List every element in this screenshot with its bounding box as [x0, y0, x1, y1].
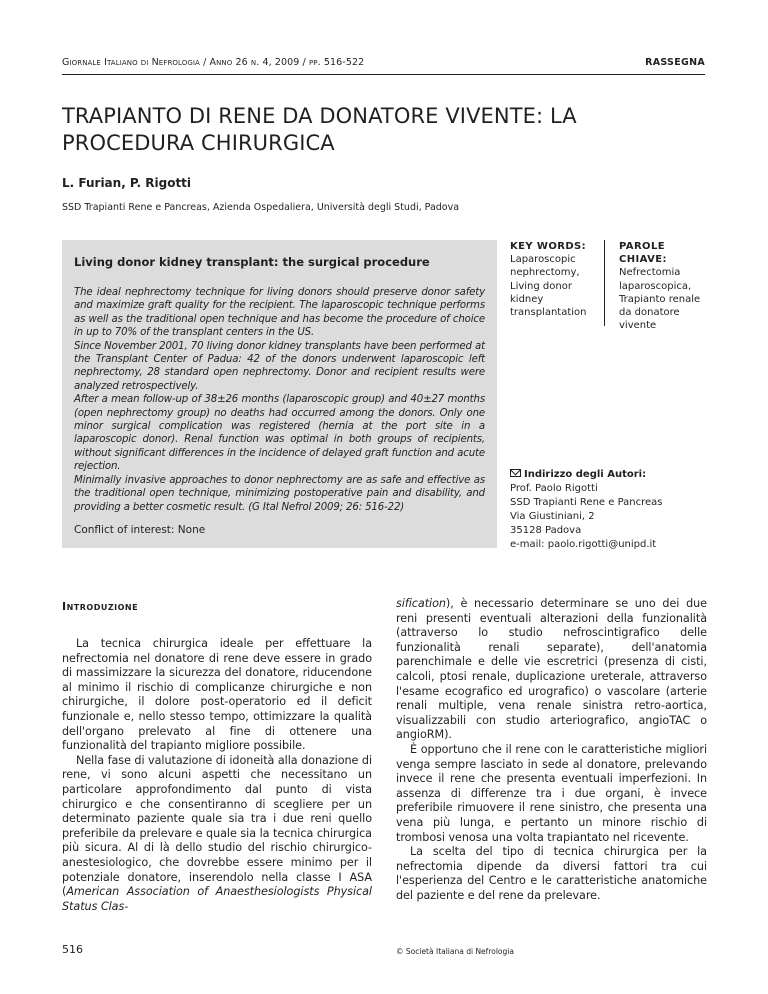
- keywords-it: [619, 240, 714, 332]
- email-link[interactable]: e-mail: paolo.rigotti@unipd.it: [510, 539, 657, 550]
- abstract-title: Living donor kidney transplant: the surgical procedure: [74, 255, 430, 269]
- abstract-paragraph: Since November 2001, 70 living donor kidney transplants have been performed at the Transplant Center of Padua: 42 of the donors underwent laparoscopic left nephrectomy, 28 standard open nephrectomy. Donor and recipient results were analyzed retrospectively.: [74, 340, 485, 392]
- body-italic: American Association of Anaesthesiologists Physical Status Clas-: [62, 885, 372, 913]
- page-number: 516: [62, 943, 83, 956]
- section-tag: RASSEGNA: [645, 57, 705, 68]
- keywords-it-heading: PAROLE CHIAVE:: [619, 241, 667, 266]
- body-paragraph: È opportuno che il rene con le caratteristiche migliori venga sempre lasciato in sede al donatore, prelevando invece il rene che presenta eventuali imperfezioni. In assenza di differenze tra i due organi, è invece preferibile rimuovere il rene sinistro, che presenta una vena più lunga, e pertanto un minore rischio di trombosi venosa una volta trapiantato nel ricevente.: [396, 742, 707, 844]
- address-line: SSD Trapianti Rene e Pancreas: [510, 497, 663, 508]
- affiliation: SSD Trapianti Rene e Pancreas, Azienda Ospedaliera, Università degli Studi, Padova: [62, 202, 460, 213]
- abstract-paragraph: Minimally invasive approaches to donor nephrectomy are as safe and effective as the traditional open technique, minimizing postoperative pain and disability, and providing a better cosmetic result. (G Ital Nefrol 2009; 26: 516-22): [74, 474, 485, 513]
- keywords-en-heading: KEY WORDS:: [510, 241, 587, 252]
- body-text: ), è necessario determinare se uno dei due reni presenti eventuali alterazioni della funzionalità (attraverso lo studio nefroscintigrafico delle funzionalità renali separate), dell'anatomia parenchimale e delle vie escretrici (presenza di cisti, calcoli, ptosi renale, duplicazione ureterale, attraverso l'esame ecografico ed urografico) o vascolare (arterie renali multiple, vena renale sinistra retro-aortica, visualizzabili con studio arteriografico, angioTAC o angioRM).: [396, 597, 707, 742]
- copyright: © Società Italiana di Nefrologia: [396, 947, 514, 956]
- body-paragraph: La tecnica chirurgica ideale per effettuare la nefrectomia nel donatore di rene deve essere in grado di massimizzare la sicurezza del donatore, riducendone al minimo il rischio di complicanze chirurgiche e non chirurgiche, il dolore post-operatorio ed il deficit funzionale e, nello stesso tempo, ottimizzare la qualità dell'organo prelevato al fine di ottenere una funzionalità del trapianto migliore possibile.: [62, 637, 372, 753]
- header-rule: [62, 74, 705, 75]
- body-paragraph: La scelta del tipo di tecnica chirurgica per la nefrectomia dipende da diversi fattori tra cui l'esperienza del Centro e le caratteristiche anatomiche del paziente e del rene da prelevare.: [396, 845, 707, 902]
- address-heading-row: [510, 468, 663, 482]
- body-paragraph: [396, 597, 707, 743]
- article-title: TRAPIANTO DI RENE DA DONATORE VIVENTE: LA PROCEDURA CHIRURGICA: [62, 104, 577, 155]
- body-column-left: [62, 637, 372, 914]
- running-head: Giornale Italiano di Nefrologia / Anno 26 n. 4, 2009 / pp. 516-522: [62, 57, 365, 68]
- abstract-paragraph: After a mean follow-up of 38±26 months (laparoscopic group) and 40±27 months (open nephrectomy group) no deaths had occurred among the donors. Only one minor surgical complication was registered (hernia at the port site in a laparoscopic donor). Renal function was optimal in both groups of recipients, without significant differences in the incidence of delayed graft function and acute rejection.: [74, 394, 485, 473]
- address-heading: Indirizzo degli Autori:: [524, 469, 647, 480]
- keywords-en: [510, 240, 605, 326]
- keywords-it-terms: Nefrectomia laparoscopica, Trapianto renale da donatore vivente: [619, 267, 701, 332]
- authors: L. Furian, P. Rigotti: [62, 176, 192, 190]
- abstract-body: [74, 286, 485, 514]
- section-heading-introduzione: Introduzione: [62, 600, 139, 613]
- conflict-of-interest: Conflict of interest: None: [74, 524, 206, 536]
- body-paragraph: [62, 754, 372, 915]
- abstract-box: [62, 240, 497, 548]
- keywords-en-terms: Laparoscopic nephrectomy, Living donor kidney transplantation: [510, 254, 587, 319]
- body-text: Nella fase di valutazione di idoneità alla donazione di rene, vi sono alcuni aspetti che necessitano un particolare approfondimento dal punto di vista chirurgico e che consentiranno di scegliere per un determinato paziente quale sia tra i due reni quello preferibile da prelevare e quale sia la tecnica chirurgica più sicura. Al di là dello studio del rischio chirurgico-anestesiologico, che dovrebbe essere minimo per il potenziale donatore, inserendolo nella classe I ASA (: [62, 753, 372, 899]
- address-line: Prof. Paolo Rigotti: [510, 483, 598, 494]
- address-line: Via Giustiniani, 2: [510, 511, 595, 522]
- body-column-right: [396, 597, 707, 903]
- envelope-icon: [510, 469, 521, 477]
- body-italic: sification: [396, 597, 446, 610]
- author-address: [510, 468, 663, 552]
- abstract-paragraph: The ideal nephrectomy technique for living donors should preserve donor safety and maximize graft quality for the recipient. The laparoscopic technique performs as well as the traditional open technique and has become the procedure of choice in up to 70% of the transplant centers in the US.: [74, 287, 485, 339]
- address-line: 35128 Padova: [510, 525, 582, 536]
